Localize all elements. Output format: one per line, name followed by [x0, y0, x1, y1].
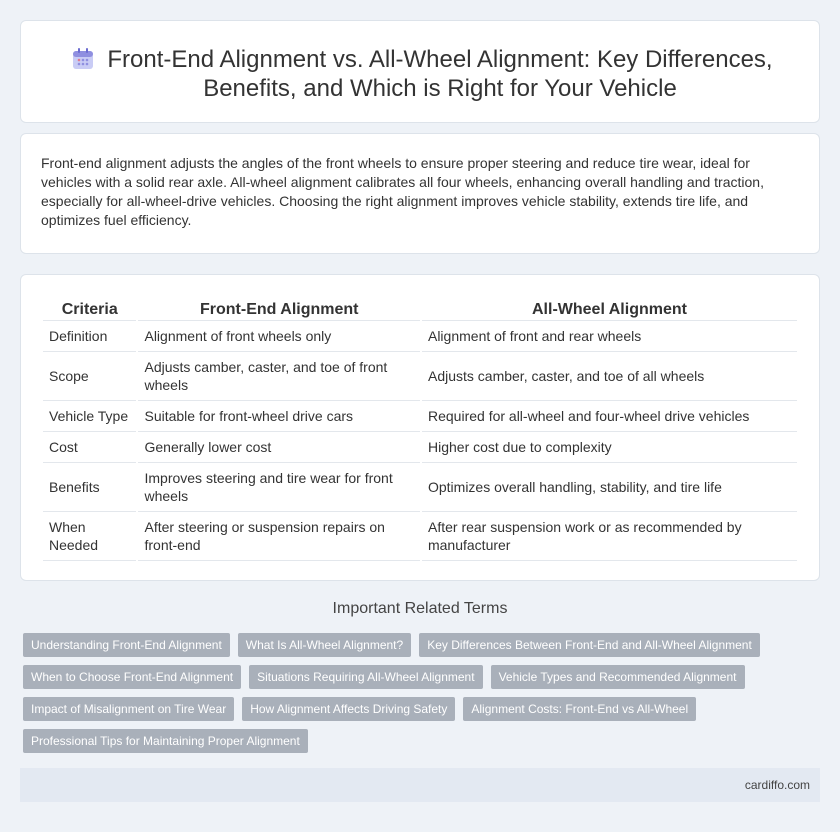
related-terms-heading: Important Related Terms — [332, 600, 508, 617]
intro-card — [20, 133, 820, 254]
related-term-tag[interactable]: Situations Requiring All-Wheel Alignment — [249, 665, 482, 689]
related-term-tag[interactable]: When to Choose Front-End Alignment — [23, 665, 241, 689]
related-term-tag[interactable]: How Alignment Affects Driving Safety — [242, 697, 455, 721]
table-header: Criteria — [43, 295, 136, 321]
table-row — [43, 512, 797, 561]
table-row — [43, 463, 797, 512]
related-term-tag[interactable]: Understanding Front-End Alignment — [23, 633, 230, 657]
comparison-table-card — [20, 274, 820, 581]
related-term-tag[interactable]: What Is All-Wheel Alignment? — [238, 633, 411, 657]
table-cell: Optimizes overall handling, stability, and tire life — [422, 463, 797, 512]
footer-site-link[interactable]: cardiffo.com — [744, 778, 810, 792]
related-term-tag[interactable]: Alignment Costs: Front-End vs All-Wheel — [463, 697, 696, 721]
page-title: Front-End Alignment vs. All-Wheel Alignment: Key Differences, Benefits, and Which is Right for Your Vehicle — [107, 46, 773, 102]
table-cell: Generally lower cost — [138, 432, 420, 463]
table-row — [43, 352, 797, 401]
table-cell: When Needed — [43, 512, 136, 561]
table-row — [43, 432, 797, 463]
table-row — [43, 321, 797, 352]
related-term-tag[interactable]: Impact of Misalignment on Tire Wear — [23, 697, 234, 721]
comparison-table — [41, 295, 799, 561]
related-terms-list — [23, 633, 763, 753]
table-cell: Adjusts camber, caster, and toe of front wheels — [138, 352, 420, 401]
table-cell: Adjusts camber, caster, and toe of all wheels — [422, 352, 797, 401]
title-card — [20, 20, 820, 123]
table-header: Front-End Alignment — [138, 295, 420, 321]
table-cell: Definition — [43, 321, 136, 352]
table-cell: Vehicle Type — [43, 401, 136, 432]
table-cell: Required for all-wheel and four-wheel drive vehicles — [422, 401, 797, 432]
table-cell: After steering or suspension repairs on front-end — [138, 512, 420, 561]
related-term-tag[interactable]: Professional Tips for Maintaining Proper Alignment — [23, 729, 308, 753]
table-header-row — [43, 295, 797, 321]
related-term-tag[interactable]: Vehicle Types and Recommended Alignment — [491, 665, 745, 689]
table-cell: Alignment of front and rear wheels — [422, 321, 797, 352]
table-cell: Benefits — [43, 463, 136, 512]
table-cell: Cost — [43, 432, 136, 463]
table-cell: Higher cost due to complexity — [422, 432, 797, 463]
intro-paragraph: Front-end alignment adjusts the angles of the front wheels to ensure proper steering and reduce tire wear, ideal for vehicles with a solid rear axle. All-wheel alignment calibrates all four wheels, enhancing overall handling and traction, especially for all-wheel-drive vehicles. Choosing the right alignment improves vehicle stability, extends tire life, and optimizes fuel efficiency. — [41, 155, 764, 228]
footer — [20, 768, 820, 802]
table-cell: Suitable for front-wheel drive cars — [138, 401, 420, 432]
table-cell: Improves steering and tire wear for front wheels — [138, 463, 420, 512]
table-cell: Scope — [43, 352, 136, 401]
table-cell: After rear suspension work or as recommended by manufacturer — [422, 512, 797, 561]
table-cell: Alignment of front wheels only — [138, 321, 420, 352]
table-row — [43, 401, 797, 432]
table-header: All-Wheel Alignment — [422, 295, 797, 321]
related-term-tag[interactable]: Key Differences Between Front-End and All-Wheel Alignment — [419, 633, 760, 657]
